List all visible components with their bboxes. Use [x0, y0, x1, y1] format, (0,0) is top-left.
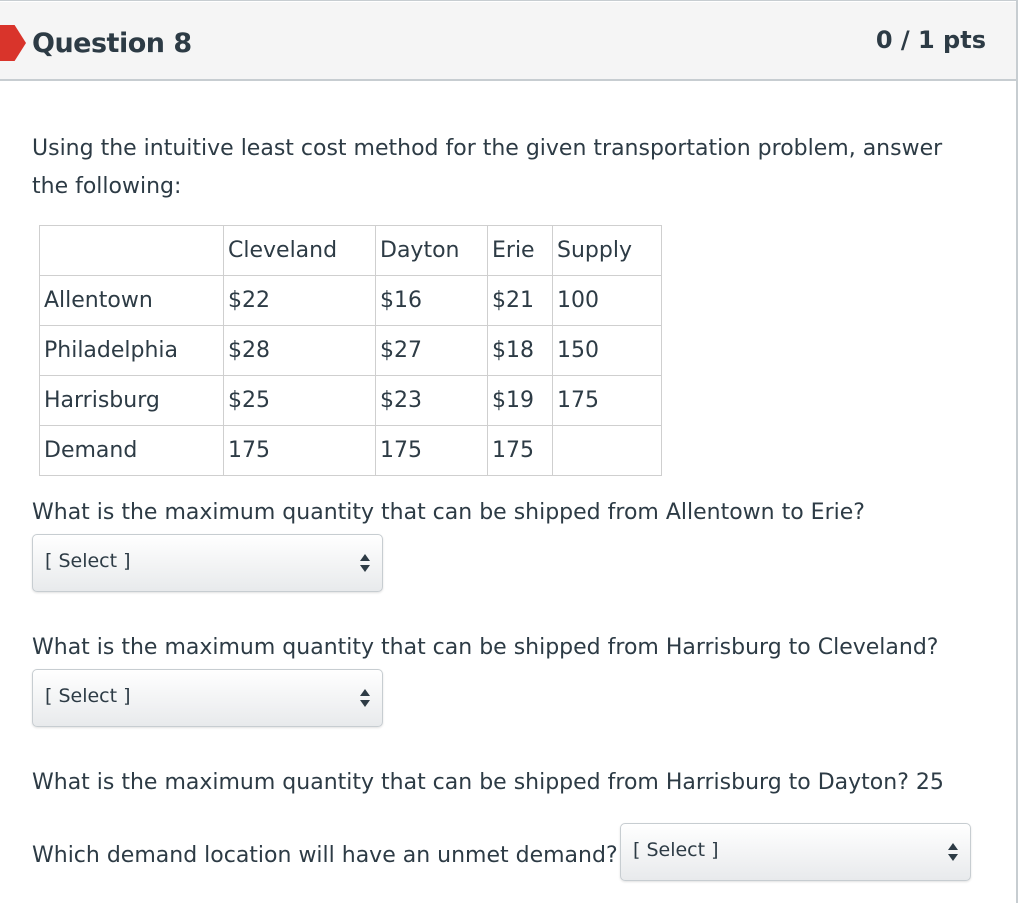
table-cell: $28: [224, 326, 376, 376]
table-cell: [553, 426, 662, 476]
table-cell: 175: [553, 376, 662, 426]
table-cell: $21: [488, 276, 553, 326]
table-row: [40, 276, 662, 326]
table-cell: $23: [376, 376, 488, 426]
column-header: Dayton: [376, 226, 488, 276]
points-label: 0 / 1 pts: [875, 26, 986, 54]
column-header: Supply: [553, 226, 662, 276]
table-cell: $18: [488, 326, 553, 376]
select-value: [ Select ]: [45, 550, 131, 572]
column-header: Cleveland: [224, 226, 376, 276]
select-arrows-icon: [948, 842, 958, 862]
table-cell: $16: [376, 276, 488, 326]
question-prompt: Using the intuitive least cost method for the given transportation problem, answer the following:: [32, 136, 943, 199]
table-row: [40, 326, 662, 376]
answer-select[interactable]: [32, 669, 383, 727]
sub-question-text: What is the maximum quantity that can be shipped from Harrisburg to Dayton? 25: [32, 770, 944, 795]
table-cell: $22: [224, 276, 376, 326]
sub-question-text: What is the maximum quantity that can be shipped from Allentown to Erie?: [32, 500, 865, 525]
question-title: Question 8: [32, 28, 192, 59]
table-cell: 150: [553, 326, 662, 376]
column-header: Erie: [488, 226, 553, 276]
table-cell: 175: [224, 426, 376, 476]
question-header: [0, 2, 1016, 81]
table-cell: 175: [488, 426, 553, 476]
table-cell: $27: [376, 326, 488, 376]
table-row: [40, 426, 662, 476]
row-header: Demand: [40, 426, 224, 476]
answer-select[interactable]: [32, 534, 383, 592]
table-row: [40, 376, 662, 426]
select-arrows-icon: [360, 688, 370, 708]
row-header: Allentown: [40, 276, 224, 326]
select-value: [ Select ]: [633, 839, 719, 861]
table-cell: [40, 226, 224, 276]
transportation-table: [39, 225, 662, 476]
select-arrows-icon: [360, 553, 370, 573]
incorrect-flag-icon: [0, 25, 26, 61]
table-header-row: [40, 226, 662, 276]
answer-select[interactable]: [620, 823, 971, 881]
row-header: Harrisburg: [40, 376, 224, 426]
select-value: [ Select ]: [45, 685, 131, 707]
row-header: Philadelphia: [40, 326, 224, 376]
table-cell: 175: [376, 426, 488, 476]
table-cell: $19: [488, 376, 553, 426]
sub-question-text: What is the maximum quantity that can be shipped from Harrisburg to Cleveland?: [32, 635, 939, 660]
sub-question-text: Which demand location will have an unmet demand?: [32, 843, 618, 868]
table-cell: 100: [553, 276, 662, 326]
table-cell: $25: [224, 376, 376, 426]
